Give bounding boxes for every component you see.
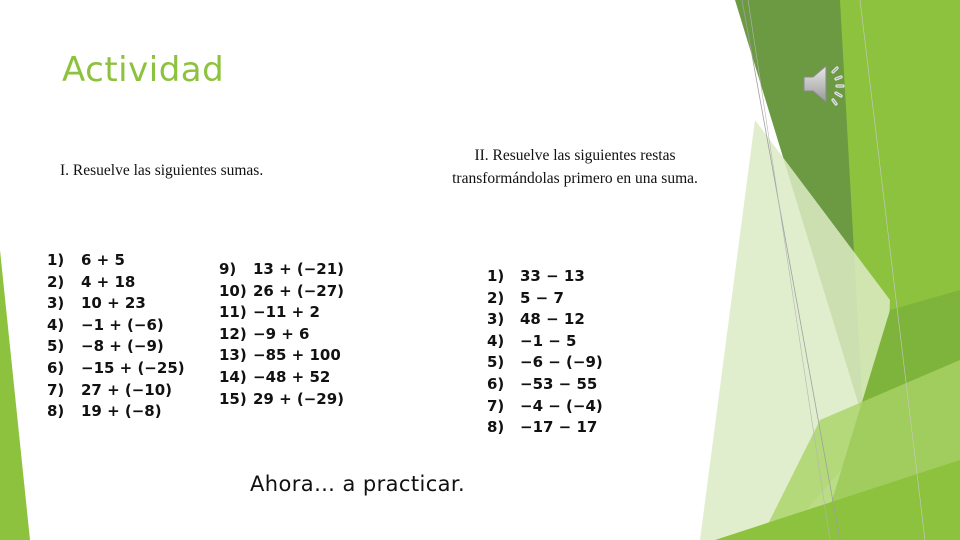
item-number: 4) [487, 331, 505, 350]
item-expression: −4 − (−4) [520, 396, 603, 415]
list-item [47, 401, 185, 423]
item-number: 8) [47, 402, 65, 421]
item-number: 2) [47, 272, 65, 291]
item-expression: −1 − 5 [520, 331, 577, 350]
list-item [219, 259, 344, 281]
list-item [47, 272, 185, 294]
list-item [487, 309, 603, 331]
item-number: 12) [219, 324, 247, 343]
item-number: 6) [487, 374, 505, 393]
item-expression: 4 + 18 [81, 272, 136, 291]
item-number: 3) [487, 310, 505, 329]
section2-heading: II. Resuelve las siguientes restas transformándolas primero en una suma. [452, 147, 698, 187]
item-expression: 10 + 23 [81, 294, 146, 313]
item-expression: 13 + (−21) [253, 260, 345, 278]
list-item [487, 374, 603, 396]
item-expression: −53 − 55 [520, 374, 598, 393]
sums-list-left [47, 250, 185, 423]
list-item [47, 250, 185, 272]
item-number: 11) [219, 303, 247, 322]
list-item [487, 288, 603, 310]
list-item [219, 367, 344, 389]
item-number: 5) [487, 353, 505, 372]
list-item [47, 380, 185, 402]
item-expression: 26 + (−27) [253, 281, 345, 300]
item-expression: −48 + 52 [253, 367, 331, 386]
sums-list-right [219, 259, 344, 410]
item-expression: −6 − (−9) [520, 353, 603, 372]
item-expression: 19 + (−8) [81, 402, 162, 421]
item-number: 4) [47, 315, 65, 334]
item-expression: 27 + (−10) [81, 380, 173, 399]
list-item [487, 352, 603, 374]
item-expression: −8 + (−9) [81, 337, 164, 356]
item-expression: 33 − 13 [520, 267, 585, 285]
item-number: 15) [219, 389, 247, 408]
item-expression: 29 + (−29) [253, 389, 345, 408]
speaker-icon[interactable] [800, 58, 852, 110]
list-item [219, 302, 344, 324]
item-expression: −11 + 2 [253, 303, 320, 322]
item-expression: 6 + 5 [81, 251, 125, 269]
list-item [487, 331, 603, 353]
item-expression: 5 − 7 [520, 288, 564, 307]
list-item [487, 266, 603, 288]
item-number: 8) [487, 418, 505, 437]
slide-title: Actividad [62, 50, 225, 90]
subtractions-list [487, 266, 603, 439]
item-expression: −15 + (−25) [81, 358, 185, 377]
list-item [219, 324, 344, 346]
item-expression: −85 + 100 [253, 346, 341, 365]
item-expression: −9 + 6 [253, 324, 310, 343]
item-number: 7) [487, 396, 505, 415]
list-item [219, 345, 344, 367]
list-item [219, 389, 344, 411]
item-number: 6) [47, 358, 65, 377]
item-number: 13) [219, 346, 247, 365]
list-item [487, 417, 603, 439]
item-number: 2) [487, 288, 505, 307]
item-number: 10) [219, 281, 247, 300]
list-item [487, 396, 603, 418]
list-item [219, 281, 344, 303]
item-number: 1) [487, 267, 505, 285]
footer-text: Ahora… a practicar. [250, 472, 466, 496]
item-number: 14) [219, 367, 247, 386]
item-expression: 48 − 12 [520, 310, 585, 329]
list-item [47, 358, 185, 380]
list-item [47, 293, 185, 315]
item-number: 3) [47, 294, 65, 313]
item-number: 1) [47, 251, 65, 269]
item-expression: −1 + (−6) [81, 315, 164, 334]
item-expression: −17 − 17 [520, 418, 598, 437]
left-accent-shape [0, 250, 30, 540]
item-number: 7) [47, 380, 65, 399]
list-item [47, 336, 185, 358]
item-number: 9) [219, 260, 237, 278]
list-item [47, 315, 185, 337]
item-number: 5) [47, 337, 65, 356]
section1-heading: I. Resuelve las siguientes sumas. [60, 162, 264, 179]
